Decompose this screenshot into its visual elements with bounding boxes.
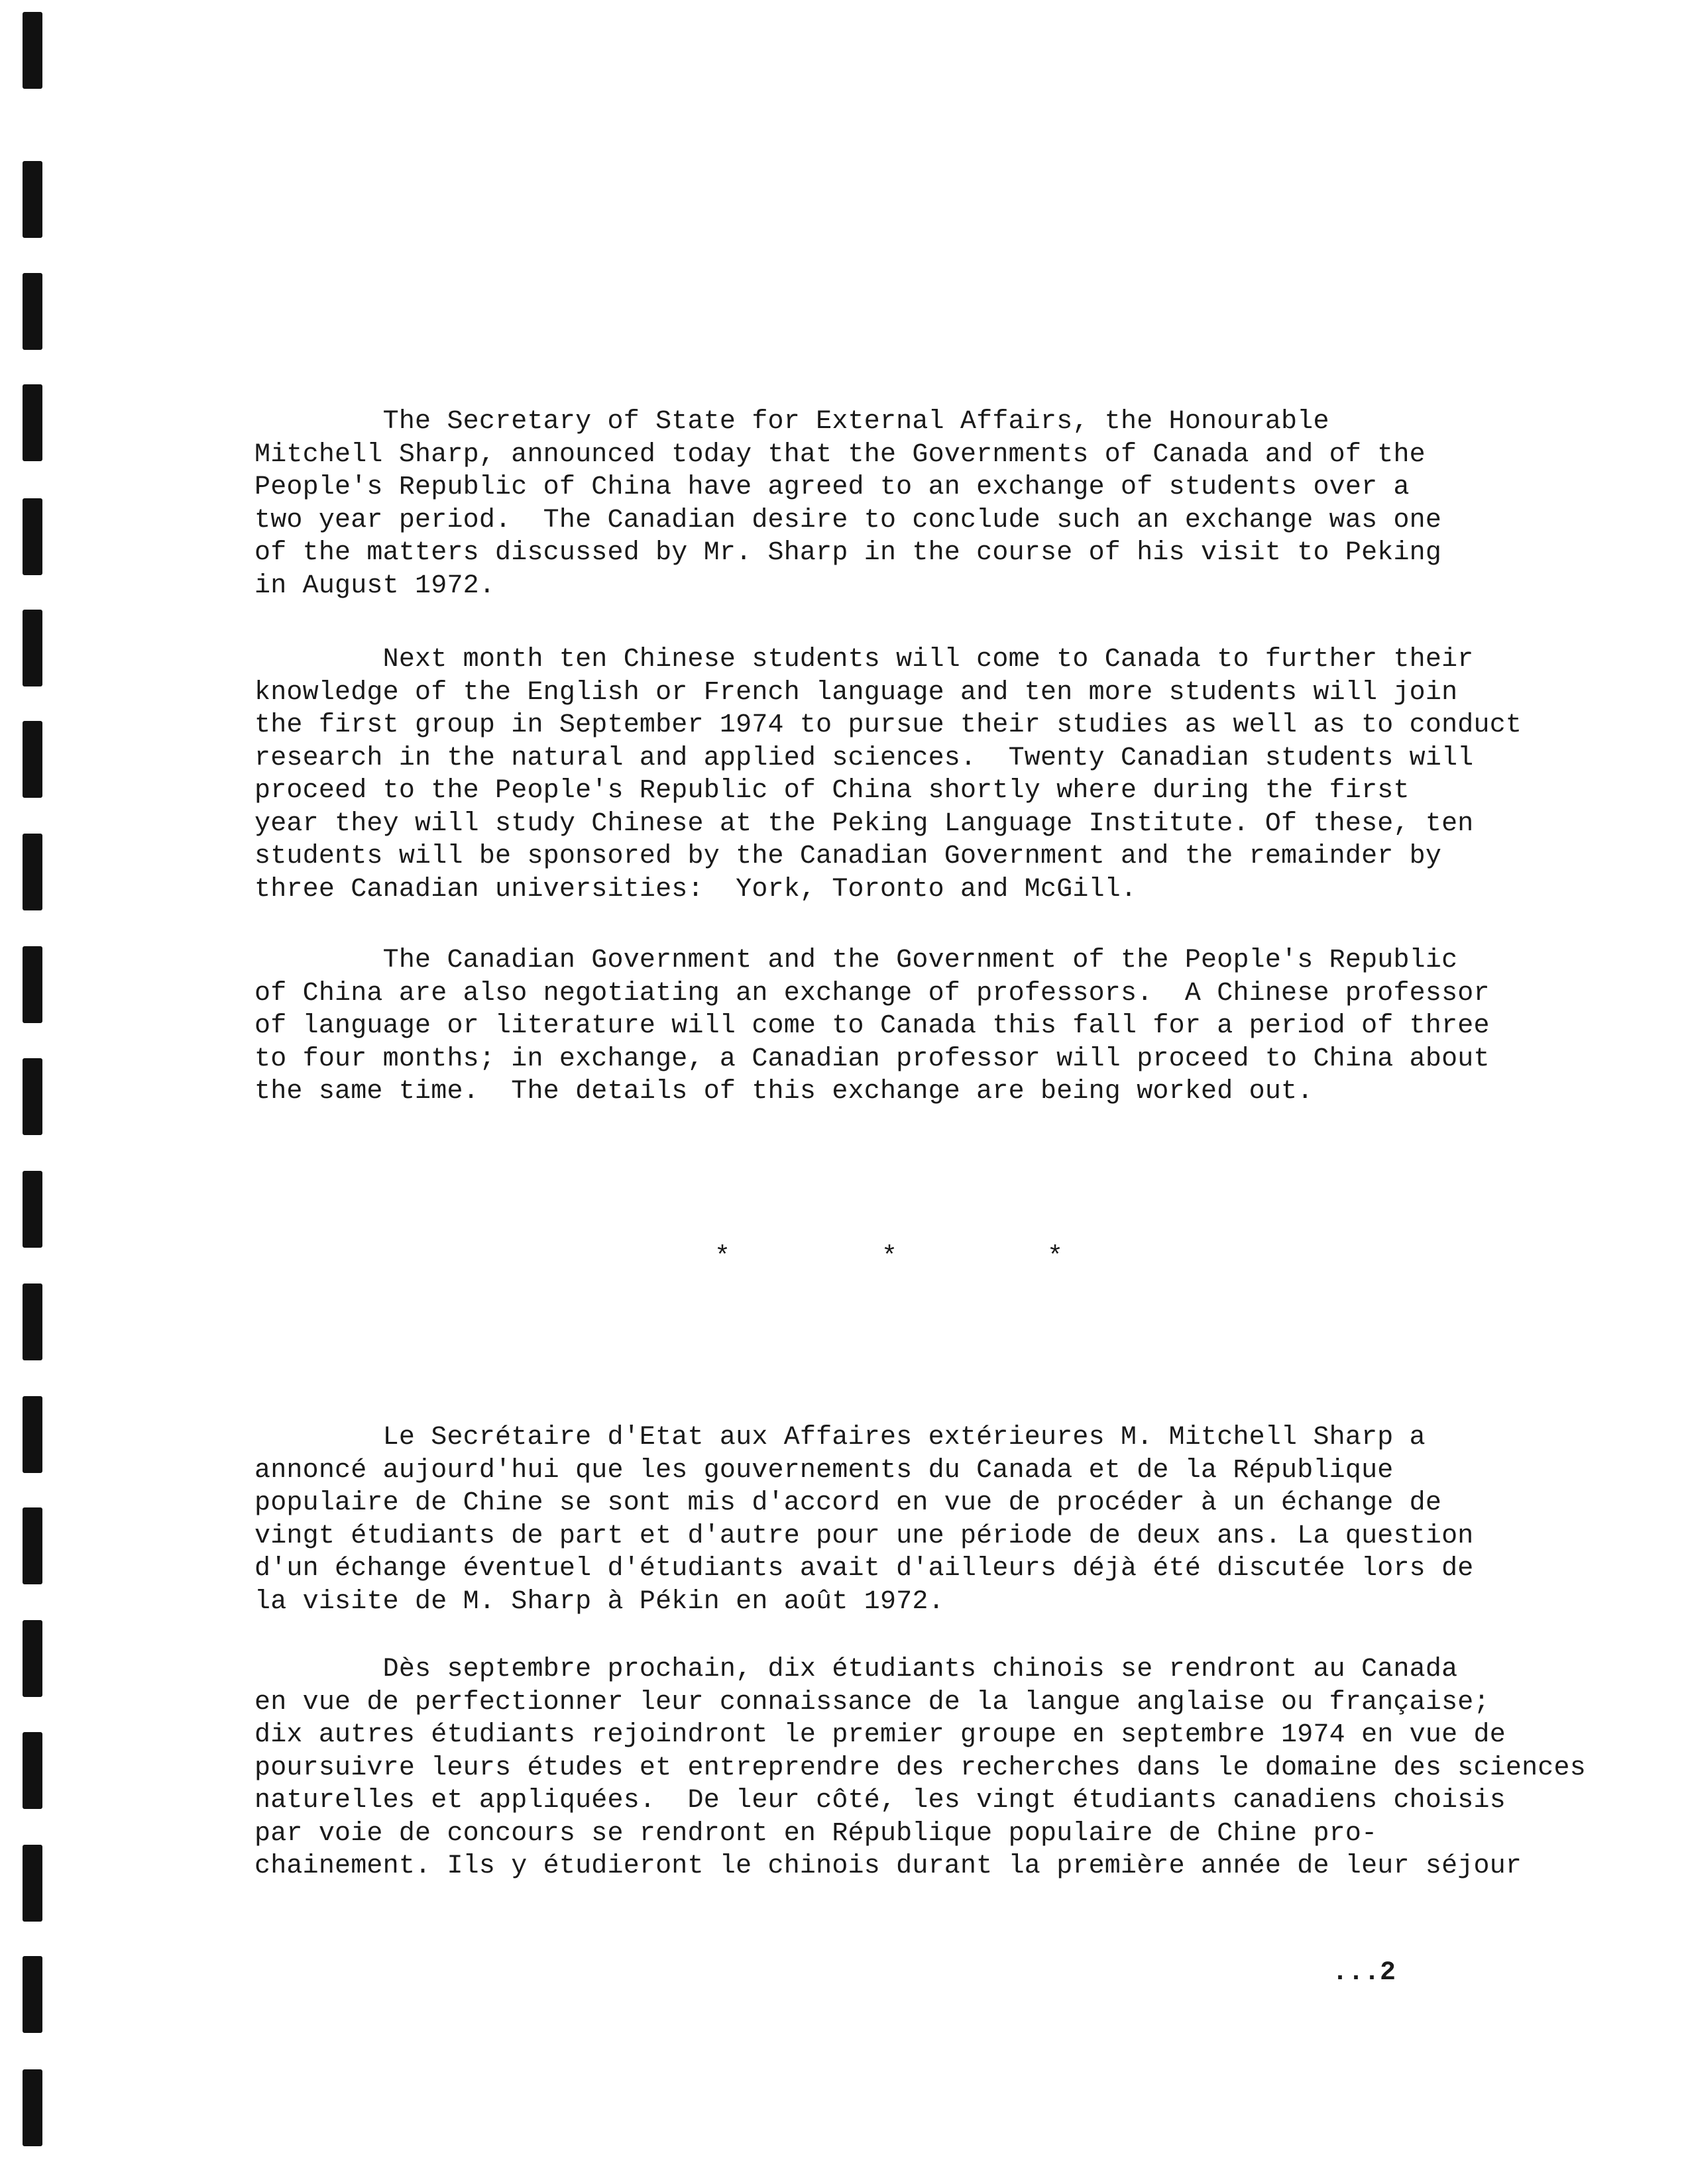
text-line: People's Republic of China have agreed to an exchange of students over a — [254, 472, 1410, 502]
text-line: annoncé aujourd'hui que les gouvernements du Canada et de la République — [254, 1455, 1394, 1486]
text-line: the first group in September 1974 to pursue their studies as well as to conduct — [254, 710, 1522, 740]
text-line: poursuivre leurs études et entreprendre des recherches dans le domaine des sciences — [254, 1753, 1586, 1783]
page-number: ...2 — [1332, 1958, 1396, 1988]
text-line: year they will study Chinese at the Peking Language Institute. Of these, ten — [254, 808, 1474, 839]
text-line: populaire de Chine se sont mis d'accord en vue de procéder à un échange de — [254, 1488, 1442, 1518]
text-line: en vue de perfectionner leur connaissance de la langue anglaise ou française; — [254, 1687, 1490, 1718]
punch-hole — [23, 273, 42, 350]
punch-hole — [23, 2069, 42, 2146]
text-line: the same time. The details of this exchange are being worked out. — [254, 1077, 1314, 1107]
punch-hole — [23, 610, 42, 686]
separator-star: * — [714, 1242, 731, 1272]
punch-hole — [23, 498, 42, 575]
text-line: three Canadian universities: York, Toronto and McGill. — [254, 874, 1137, 904]
text-line: of China are also negotiating an exchange of professors. A Chinese professor — [254, 978, 1490, 1009]
text-line: Dès septembre prochain, dix étudiants chinois se rendront au Canada — [254, 1655, 1458, 1684]
text-line: The Secretary of State for External Affairs, the Honourable — [254, 407, 1329, 437]
punch-hole — [23, 946, 42, 1023]
paragraph-annonce — [254, 1421, 1646, 1618]
text-line: Mitchell Sharp, announced today that the Governments of Canada and of the — [254, 439, 1426, 470]
punch-hole — [23, 1283, 42, 1360]
text-line: to four months; in exchange, a Canadian professor will proceed to China about — [254, 1044, 1490, 1074]
paragraph-students — [254, 643, 1646, 906]
text-line: dix autres étudiants rejoindront le premier groupe en septembre 1974 en vue de — [254, 1720, 1506, 1750]
paragraph-professors — [254, 944, 1646, 1109]
text-line: The Canadian Government and the Government of the People's Republic — [254, 946, 1458, 975]
text-line: students will be sponsored by the Canadian Government and the remainder by — [254, 842, 1442, 871]
punch-hole — [23, 1396, 42, 1473]
text-line: vingt étudiants de part et d'autre pour une période de deux ans. La question — [254, 1521, 1474, 1551]
punch-hole — [23, 12, 42, 89]
paragraph-etudiants — [254, 1653, 1646, 1883]
text-line: in August 1972. — [254, 571, 496, 601]
punch-hole — [23, 161, 42, 238]
text-line: naturelles et appliquées. De leur côté, les vingt étudiants canadiens choisis — [254, 1786, 1506, 1816]
punch-hole — [23, 1171, 42, 1248]
punch-hole — [23, 1732, 42, 1809]
punch-hole — [23, 1845, 42, 1922]
punch-hole — [23, 1956, 42, 2033]
text-line: of the matters discussed by Mr. Sharp in the course of his visit to Peking — [254, 538, 1442, 568]
separator-star: * — [1047, 1242, 1064, 1272]
text-line: par voie de concours se rendront en République populaire de Chine pro- — [254, 1818, 1378, 1849]
punch-hole — [23, 384, 42, 461]
text-line: Le Secrétaire d'Etat aux Affaires extérieures M. Mitchell Sharp a — [254, 1423, 1426, 1452]
separator-star: * — [881, 1242, 898, 1272]
text-line: Next month ten Chinese students will come to Canada to further their — [254, 645, 1474, 675]
text-line: of language or literature will come to Canada this fall for a period of three — [254, 1011, 1490, 1041]
paragraph-announcement — [254, 406, 1646, 602]
section-separator — [663, 1238, 1127, 1278]
text-line: proceed to the People's Republic of China shortly where during the first — [254, 776, 1410, 806]
punch-hole — [23, 834, 42, 910]
text-line: knowledge of the English or French language and ten more students will join — [254, 677, 1458, 708]
text-line: research in the natural and applied sciences. Twenty Canadian students will — [254, 743, 1474, 773]
punch-hole — [23, 721, 42, 798]
text-line: la visite de M. Sharp à Pékin en août 1972. — [254, 1586, 944, 1617]
text-line: chainement. Ils y étudieront le chinois durant la première année de leur séjour — [254, 1851, 1522, 1881]
punch-hole — [23, 1620, 42, 1697]
text-line: two year period. The Canadian desire to conclude such an exchange was one — [254, 505, 1442, 535]
punch-hole — [23, 1058, 42, 1135]
text-line: d'un échange éventuel d'étudiants avait d'ailleurs déjà été discutée lors de — [254, 1554, 1474, 1584]
punch-hole — [23, 1507, 42, 1584]
